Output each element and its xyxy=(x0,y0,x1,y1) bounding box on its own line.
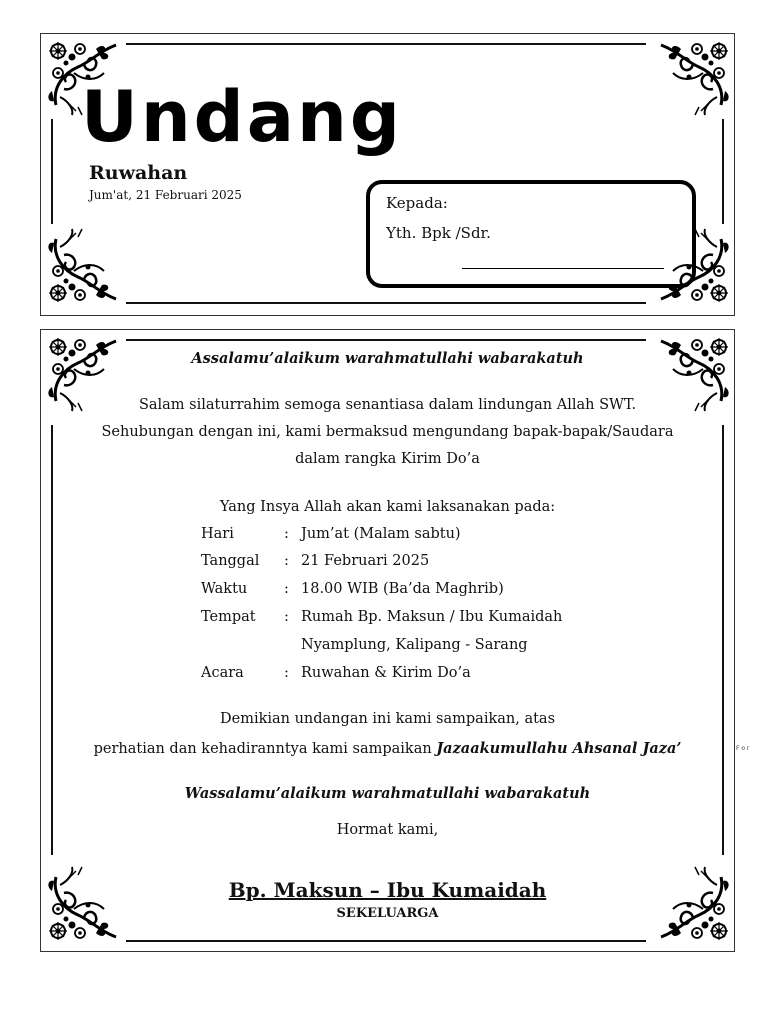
host-family: SEKELUARGA xyxy=(336,906,439,921)
closing-prayer: Jazaakumullahu Ahsanal Jaza’ xyxy=(436,740,682,757)
invitation-subtitle: Ruwahan xyxy=(89,162,188,184)
detail-value: Rumah Bp. Maksun / Ibu Kumaidah xyxy=(301,609,563,625)
invitation-date: Jum'at, 21 Februari 2025 xyxy=(89,188,242,202)
recipient-address-box xyxy=(366,180,696,288)
paragraph-line: Salam silaturrahim semoga senantiasa dalam lindungan Allah SWT. xyxy=(138,397,637,413)
side-marks: F o r xyxy=(736,745,750,752)
host-name: Bp. Maksun – Ibu Kumaidah xyxy=(228,878,547,902)
recipient-name-blank xyxy=(462,268,664,269)
regards: Hormat kami, xyxy=(336,822,439,838)
border-line-top xyxy=(126,339,646,341)
border-line-left xyxy=(51,119,53,224)
invitation-cover-panel xyxy=(40,33,735,316)
detail-value: 21 Februari 2025 xyxy=(301,553,430,569)
detail-label: Acara xyxy=(201,665,244,681)
closing-line: Demikian undangan ini kami sampaikan, atas xyxy=(219,711,556,727)
detail-value: 18.00 WIB (Ba’da Maghrib) xyxy=(301,581,504,597)
paragraph-line: Sehubungan dengan ini, kami bermaksud mengundang bapak-bapak/Saudara xyxy=(101,424,674,440)
border-line-top xyxy=(126,43,646,45)
detail-label: Tempat xyxy=(201,609,256,625)
paragraph-line: dalam rangka Kirim Do’a xyxy=(295,451,480,467)
detail-value: Nyamplung, Kalipang - Sarang xyxy=(301,637,528,653)
border-line-right xyxy=(722,119,724,224)
host-name-line xyxy=(41,878,734,902)
border-line-bottom xyxy=(126,302,646,304)
invitation-title: Undang xyxy=(81,76,403,158)
greeting: Assalamu’alaikum warahmatullahi wabarakatuh xyxy=(191,350,584,367)
schedule-intro: Yang Insya Allah akan kami laksanakan pada: xyxy=(219,499,556,515)
detail-value: Ruwahan & Kirim Do’a xyxy=(301,665,471,681)
detail-colon: : xyxy=(284,581,289,597)
detail-colon: : xyxy=(284,665,289,681)
floral-ornament-icon xyxy=(653,37,733,117)
detail-colon: : xyxy=(284,526,289,542)
detail-label: Hari xyxy=(201,526,234,542)
detail-label: Waktu xyxy=(201,581,248,597)
detail-value: Jum’at (Malam sabtu) xyxy=(301,526,461,542)
floral-ornament-icon xyxy=(44,227,124,307)
recipient-label: Yth. Bpk /Sdr. xyxy=(386,224,491,242)
detail-label: Tanggal xyxy=(201,553,260,569)
border-line-bottom xyxy=(126,940,646,942)
detail-colon: : xyxy=(284,609,289,625)
host-sub-line xyxy=(41,905,734,921)
detail-colon: : xyxy=(284,553,289,569)
farewell: Wassalamu’alaikum warahmatullahi wabarakatuh xyxy=(184,785,591,802)
invitation-letter-panel xyxy=(40,329,735,952)
closing-text: perhatian dan kehadiranntya kami sampaikan xyxy=(93,741,432,757)
to-label: Kepada: xyxy=(386,194,448,212)
closing-line xyxy=(41,740,734,757)
